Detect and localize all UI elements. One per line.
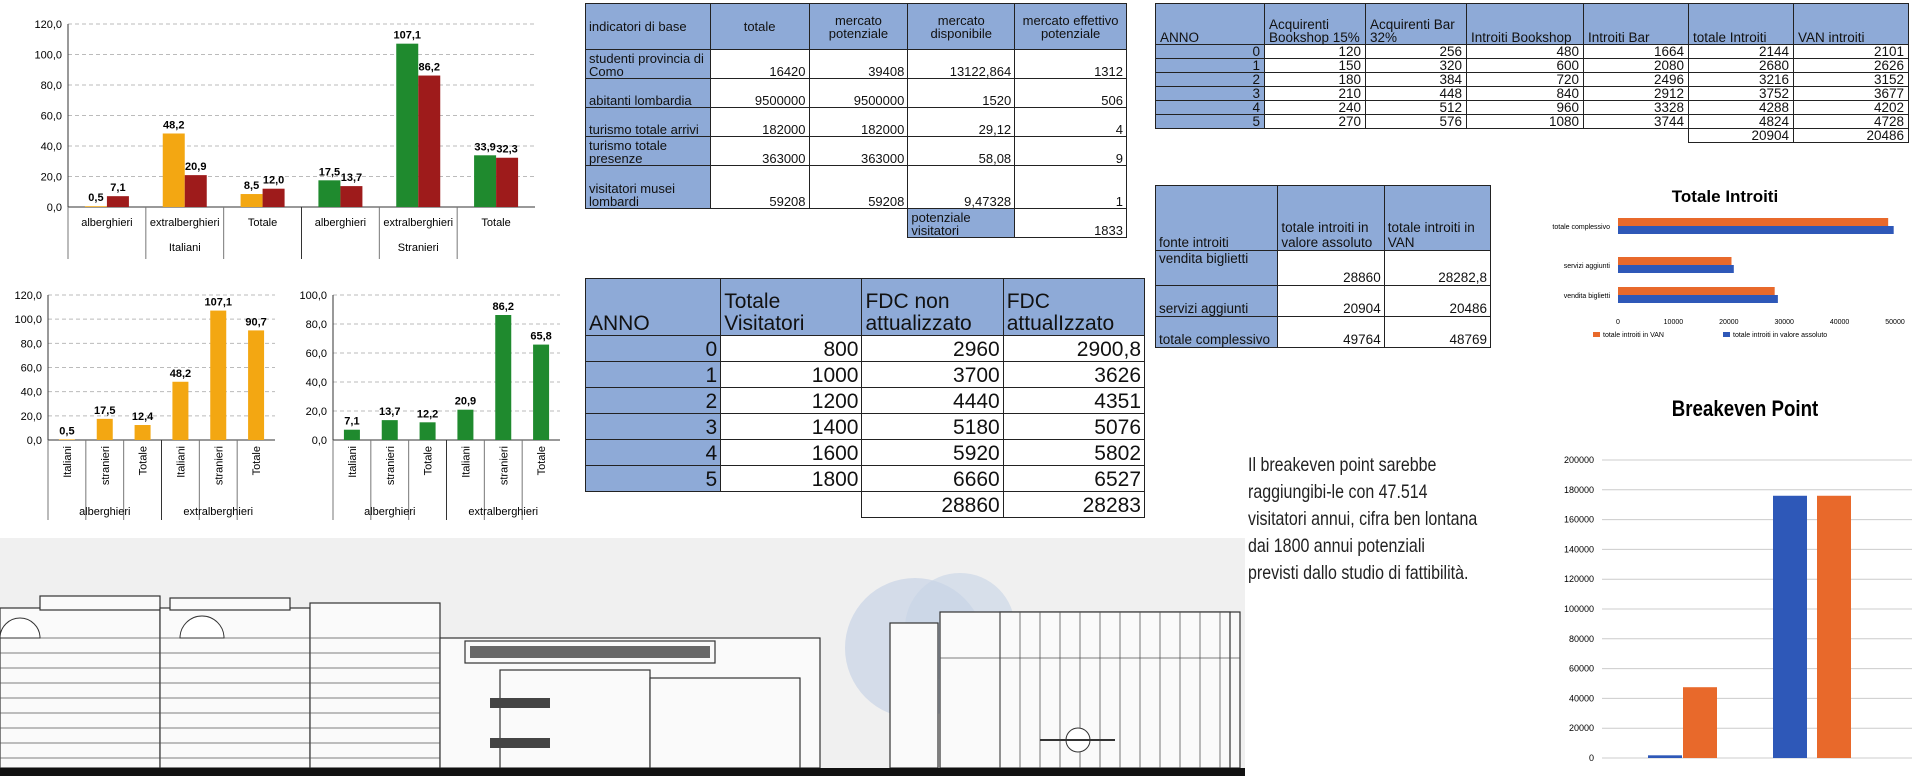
x-tick-label: 50000 [1885, 319, 1905, 326]
bar [1817, 496, 1851, 758]
data-label: 20,9 [454, 395, 477, 408]
data-label: 0,5 [88, 192, 104, 205]
y-tick-label: 100,0 [299, 290, 327, 302]
cell: 9500000 [809, 79, 908, 108]
cell: 29,12 [908, 108, 1015, 137]
bar [185, 175, 207, 207]
table-row [1156, 317, 1491, 348]
cell: 3328 [1584, 101, 1689, 115]
y-tick-label: 0,0 [26, 435, 42, 447]
th-van: totale introiti in VAN [1384, 186, 1490, 251]
y-tick-label: 120000 [1563, 574, 1594, 585]
x-tick-label: stranieri [498, 446, 511, 486]
cell: 28860 [1278, 251, 1384, 286]
blank-cell [586, 492, 721, 518]
table-row [586, 79, 1127, 108]
chart-title: Breakeven Point [1671, 397, 1819, 422]
legend-label: totale introiti in VAN [1603, 332, 1664, 339]
cell: 28282,8 [1384, 251, 1490, 286]
blank-cell [1584, 129, 1689, 143]
total-fdc-attualizzato: 28283 [1003, 492, 1144, 518]
blank-cell [1265, 129, 1366, 143]
cell: 2912 [1584, 87, 1689, 101]
th-valore-assoluto: totale introiti in valore assoluto [1278, 186, 1384, 251]
y-tick-label: 180000 [1563, 484, 1594, 495]
cell: 182000 [809, 108, 908, 137]
x-tick-label: Totale [481, 217, 511, 229]
table-totals-row [586, 492, 1145, 518]
x-tick-label: stranieri [99, 446, 112, 486]
cell: 800 [721, 336, 862, 362]
table-row [1156, 87, 1909, 101]
cell: 20904 [1278, 286, 1384, 317]
cell: 512 [1366, 101, 1467, 115]
chart-totale-introiti [1510, 180, 1920, 350]
blank-cell [721, 492, 862, 518]
cell: 4351 [1003, 388, 1144, 414]
data-label: 7,1 [110, 182, 126, 195]
cell-anno: 4 [586, 440, 721, 466]
table-footer-row [586, 209, 1127, 238]
cell: 5802 [1003, 440, 1144, 466]
cell: 4288 [1689, 101, 1794, 115]
th-anno: ANNO [1156, 4, 1265, 45]
category-label: vendita biglietti [1563, 293, 1610, 300]
th-totale-introiti: totale Introiti [1689, 4, 1794, 45]
x-tick-label: Totale [251, 446, 264, 476]
th-mercato-potenziale: mercato potenziale [809, 4, 908, 50]
th-introiti-bar: Introiti Bar [1584, 4, 1689, 45]
bar [496, 158, 518, 207]
cell: 1000 [721, 362, 862, 388]
bar [318, 180, 340, 207]
bar [1618, 295, 1778, 303]
data-label: 0,5 [59, 425, 75, 438]
table-row [586, 108, 1127, 137]
cell: 384 [1366, 73, 1467, 87]
cell: 2496 [1584, 73, 1689, 87]
table-row [586, 50, 1127, 79]
th-anno: ANNO [586, 279, 721, 336]
y-tick-label: 80,0 [305, 319, 327, 331]
cell: 1080 [1467, 115, 1584, 129]
data-label: 48,2 [163, 119, 185, 132]
cell: 480 [1467, 45, 1584, 59]
cell: 9 [1015, 137, 1127, 166]
cell-anno: 1 [586, 362, 721, 388]
cell: 9500000 [710, 79, 809, 108]
x-tick-label: Totale [422, 446, 435, 476]
table-row [586, 166, 1127, 209]
chart-orange-arrivals [0, 280, 285, 530]
row-label: visitatori musei lombardi [586, 166, 711, 209]
th-introiti-bookshop: Introiti Bookshop [1467, 4, 1584, 45]
x-tick-label: Italiani [346, 446, 359, 478]
th-acquirenti-bar: Acquirenti Bar 32% [1366, 4, 1467, 45]
row-label: turismo totale arrivi [586, 108, 711, 137]
bar [135, 425, 151, 440]
blank-cell [586, 209, 711, 238]
th-totale-visitatori: Totale Visitatori [721, 279, 862, 336]
table-row [1156, 251, 1491, 286]
potenziale-visitatori-label: potenziale visitatori [908, 209, 1015, 238]
cell: 448 [1366, 87, 1467, 101]
cell-anno: 3 [1156, 87, 1265, 101]
cell: 3626 [1003, 362, 1144, 388]
chart-italiani-stranieri [0, 0, 545, 270]
group-label: extralberghieri [468, 506, 539, 518]
bar [263, 189, 285, 207]
cell: 2101 [1794, 45, 1909, 59]
cell: 59208 [809, 166, 908, 209]
cell: 363000 [710, 137, 809, 166]
x-tick-label: Totale [247, 217, 278, 229]
cell: 1400 [721, 414, 862, 440]
table-row [1156, 115, 1909, 129]
data-label: 32,3 [496, 143, 518, 156]
table-row [1156, 45, 1909, 59]
table-row [586, 137, 1127, 166]
y-tick-label: 20,0 [20, 410, 42, 423]
y-tick-label: 60,0 [20, 362, 42, 375]
cell: 16420 [710, 50, 809, 79]
data-label: 107,1 [393, 29, 422, 42]
table-row [586, 388, 1145, 414]
y-tick-label: 160000 [1563, 514, 1594, 525]
y-tick-label: 20,0 [305, 406, 327, 418]
x-tick-label: stranieri [384, 446, 397, 486]
cell-anno: 3 [586, 414, 721, 440]
blank-cell [809, 209, 908, 238]
bar [396, 44, 418, 207]
cell: 3216 [1689, 73, 1794, 87]
data-label: 90,7 [245, 316, 267, 329]
table-row [1156, 286, 1491, 317]
group-label: extralberghieri [183, 506, 254, 518]
breakeven-description: Il breakeven point sarebbe raggiungibi-le con 47.514 visitatori annui, cifra ben lontana dai 1800 annui potenziali previsti dallo studio di fattibilità. [1248, 454, 1478, 584]
y-tick-label: 80000 [1568, 633, 1594, 644]
row-label: turismo totale presenze [586, 137, 711, 166]
cell: 3152 [1794, 73, 1909, 87]
cell: 1600 [721, 440, 862, 466]
group-label: Stranieri [397, 242, 439, 254]
y-tick-label: 140000 [1563, 544, 1594, 555]
y-tick-label: 40000 [1568, 693, 1594, 704]
cell: 1312 [1015, 50, 1127, 79]
cell: 6527 [1003, 466, 1144, 492]
th-van-introiti: VAN introiti [1794, 4, 1909, 45]
th-fonte-introiti: fonte introiti [1156, 186, 1278, 251]
cell: 576 [1366, 115, 1467, 129]
y-tick-label: 20000 [1568, 723, 1594, 734]
data-label: 86,2 [492, 301, 514, 314]
bar [457, 410, 473, 440]
cell: 256 [1366, 45, 1467, 59]
y-tick-label: 80,0 [40, 80, 62, 92]
cell: 48769 [1384, 317, 1490, 348]
th-totale: totale [710, 4, 809, 50]
cell: 270 [1265, 115, 1366, 129]
cell: 1200 [721, 388, 862, 414]
th-fdc-attualizzato: FDC attualIzzato [1003, 279, 1144, 336]
data-label: 65,8 [530, 330, 552, 343]
table-row [1156, 59, 1909, 73]
data-label: 12,2 [416, 408, 439, 421]
cell-anno: 2 [586, 388, 721, 414]
potenziale-visitatori-value: 1833 [1015, 209, 1127, 238]
x-tick-label: alberghieri [314, 217, 367, 229]
cell: 3744 [1584, 115, 1689, 129]
bar [85, 206, 107, 207]
bar [241, 194, 263, 207]
bar [533, 345, 549, 440]
table-row [586, 336, 1145, 362]
cell-anno: 0 [1156, 45, 1265, 59]
th-mercato-effettivo: mercato effettivo potenziale [1015, 4, 1127, 50]
data-label: 86,2 [418, 61, 440, 74]
cell: 600 [1467, 59, 1584, 73]
cell: 6660 [862, 466, 1003, 492]
cell: 59208 [710, 166, 809, 209]
bar [1648, 755, 1682, 758]
data-label: 7,1 [344, 415, 360, 428]
bar [1618, 218, 1888, 226]
bar [382, 420, 398, 440]
y-tick-label: 120,0 [14, 290, 42, 302]
blank-cell [1366, 129, 1467, 143]
cell: 13122,864 [908, 50, 1015, 79]
y-tick-label: 80,0 [20, 338, 42, 351]
x-tick-label: 0 [1616, 319, 1620, 326]
cell: 1800 [721, 466, 862, 492]
x-tick-label: Italiani [460, 446, 473, 478]
table-row [586, 440, 1145, 466]
bar [248, 330, 264, 440]
cell: 210 [1265, 87, 1366, 101]
cell: 2626 [1794, 59, 1909, 73]
cell: 2960 [862, 336, 1003, 362]
y-tick-label: 60,0 [305, 348, 327, 360]
cell: 3700 [862, 362, 1003, 388]
cell: 20486 [1384, 286, 1490, 317]
cell: 39408 [809, 50, 908, 79]
data-label: 13,7 [379, 406, 401, 419]
cell-anno: 2 [1156, 73, 1265, 87]
table-row [1156, 73, 1909, 87]
th-acquirenti-bookshop: Acquirenti Bookshop 15% [1265, 4, 1366, 45]
cell: 4440 [862, 388, 1003, 414]
blank-cell [710, 209, 809, 238]
y-tick-label: 60,0 [40, 110, 62, 123]
cell: 2080 [1584, 59, 1689, 73]
cell: 3677 [1794, 87, 1909, 101]
data-label: 17,5 [94, 404, 116, 417]
data-label: 8,5 [243, 180, 260, 193]
cell-anno: 5 [1156, 115, 1265, 129]
category-label: servizi aggiunti [1563, 263, 1610, 270]
bar [340, 186, 362, 207]
cell: 4824 [1689, 115, 1794, 129]
y-tick-label: 40,0 [305, 377, 327, 389]
cell: 5180 [862, 414, 1003, 440]
y-tick-label: 100,0 [14, 314, 42, 327]
bar [344, 430, 360, 440]
x-tick-label: 20000 [1719, 319, 1739, 326]
row-label: servizi aggiunti [1156, 286, 1278, 317]
bar [210, 311, 226, 440]
cell-anno: 5 [586, 466, 721, 492]
cell: 960 [1467, 101, 1584, 115]
x-tick-label: Totale [137, 446, 150, 476]
data-label: 17,5 [318, 166, 341, 179]
table-row [1156, 101, 1909, 115]
cell: 4 [1015, 108, 1127, 137]
row-label: abitanti lombardia [586, 79, 711, 108]
cell: 49764 [1278, 317, 1384, 348]
y-tick-label: 20,0 [40, 171, 62, 184]
legend-swatch [1593, 332, 1600, 337]
x-tick-label: alberghieri [81, 217, 133, 229]
table-row [586, 466, 1145, 492]
y-tick-label: 0,0 [311, 435, 327, 447]
y-tick-label: 200000 [1563, 455, 1594, 465]
table-indicatori [585, 3, 1127, 238]
cell: 2680 [1689, 59, 1794, 73]
bar [420, 422, 436, 440]
cell: 1520 [908, 79, 1015, 108]
data-label: 48,2 [169, 367, 192, 380]
x-tick-label: 10000 [1663, 319, 1684, 326]
row-label: studenti provincia di Como [586, 50, 711, 79]
cell: 240 [1265, 101, 1366, 115]
cell: 5076 [1003, 414, 1144, 440]
table-totals-row [1156, 129, 1909, 143]
y-tick-label: 40,0 [20, 386, 42, 399]
th-fdc-non-attualizzato: FDC non attualizzato [862, 279, 1003, 336]
cell: 150 [1265, 59, 1366, 73]
bar [59, 439, 75, 440]
x-tick-label: extralberghieri [383, 217, 454, 229]
bar [107, 196, 129, 207]
x-tick-label: Italiani [175, 446, 188, 478]
cell: 58,08 [908, 137, 1015, 166]
bar [1618, 287, 1775, 295]
cell: 120 [1265, 45, 1366, 59]
table-introiti [1155, 3, 1909, 143]
th-indicatori: indicatori di base [586, 4, 711, 50]
bar [97, 419, 113, 440]
bar [1618, 226, 1894, 234]
total-fdc-non-attualizzato: 28860 [862, 492, 1003, 518]
category-label: totale complessivo [1552, 224, 1610, 231]
cell: 2900,8 [1003, 336, 1144, 362]
x-tick-label: extralberghieri [149, 217, 220, 229]
x-tick-label: Italiani [61, 446, 74, 478]
cell: 1664 [1584, 45, 1689, 59]
th-mercato-disponibile: mercato disponibile [908, 4, 1015, 50]
blank-cell [1467, 129, 1584, 143]
cell: 1 [1015, 166, 1127, 209]
chart-breakeven-point [1540, 390, 1920, 770]
x-tick-label: stranieri [213, 446, 226, 486]
chart-title: Totale Introiti [1671, 187, 1779, 206]
cell: 4728 [1794, 115, 1909, 129]
cell: 5920 [862, 440, 1003, 466]
bar [495, 315, 511, 440]
data-label: 33,9 [474, 141, 496, 154]
cell: 4202 [1794, 101, 1909, 115]
row-label: vendita biglietti [1156, 251, 1278, 286]
cell: 3752 [1689, 87, 1794, 101]
x-tick-label: Totale [536, 446, 549, 476]
y-tick-label: 100000 [1563, 604, 1594, 614]
group-label: Italiani [168, 242, 201, 254]
blank-cell [1156, 129, 1265, 143]
table-fonti-introiti [1155, 185, 1491, 348]
group-label: alberghieri [79, 506, 131, 518]
x-tick-label: 30000 [1774, 319, 1794, 326]
bar [163, 133, 185, 207]
cell: 840 [1467, 87, 1584, 101]
total-van-introiti: 20486 [1794, 129, 1909, 143]
group-label: alberghieri [364, 506, 416, 518]
cell: 9,47328 [908, 166, 1015, 209]
cell: 2144 [1689, 45, 1794, 59]
cell: 363000 [809, 137, 908, 166]
cell-anno: 1 [1156, 59, 1265, 73]
bar [1773, 496, 1807, 758]
cell: 320 [1366, 59, 1467, 73]
bar [418, 76, 440, 207]
chart-green-arrivals [285, 280, 570, 530]
y-tick-label: 0 [1588, 753, 1594, 763]
y-tick-label: 100,0 [34, 49, 62, 62]
cell: 506 [1015, 79, 1127, 108]
row-label: totale complessivo [1156, 317, 1278, 348]
bar [1618, 257, 1731, 265]
bar [172, 382, 188, 440]
y-tick-label: 60000 [1568, 663, 1594, 674]
data-label: 20,9 [185, 161, 207, 174]
y-tick-label: 0,0 [46, 202, 62, 214]
legend-label: totale introiti in valore assoluto [1733, 332, 1828, 339]
y-tick-label: 120,0 [34, 19, 62, 31]
x-tick-label: 40000 [1829, 319, 1850, 326]
bar [1618, 265, 1734, 273]
cell: 180 [1265, 73, 1366, 87]
cell-anno: 4 [1156, 101, 1265, 115]
data-label: 12,4 [131, 411, 154, 424]
cell-anno: 0 [586, 336, 721, 362]
data-label: 12,0 [262, 174, 285, 187]
y-tick-label: 40,0 [40, 141, 62, 153]
table-row [586, 414, 1145, 440]
legend-swatch [1723, 332, 1730, 337]
bar [1683, 687, 1717, 758]
cell: 720 [1467, 73, 1584, 87]
bar [474, 155, 496, 207]
table-visitatori [585, 278, 1145, 518]
total-introiti: 20904 [1689, 129, 1794, 143]
data-label: 107,1 [204, 296, 233, 309]
cell: 182000 [710, 108, 809, 137]
data-label: 13,7 [340, 172, 363, 185]
table-row [586, 362, 1145, 388]
building-elevation-drawing [0, 538, 1245, 776]
